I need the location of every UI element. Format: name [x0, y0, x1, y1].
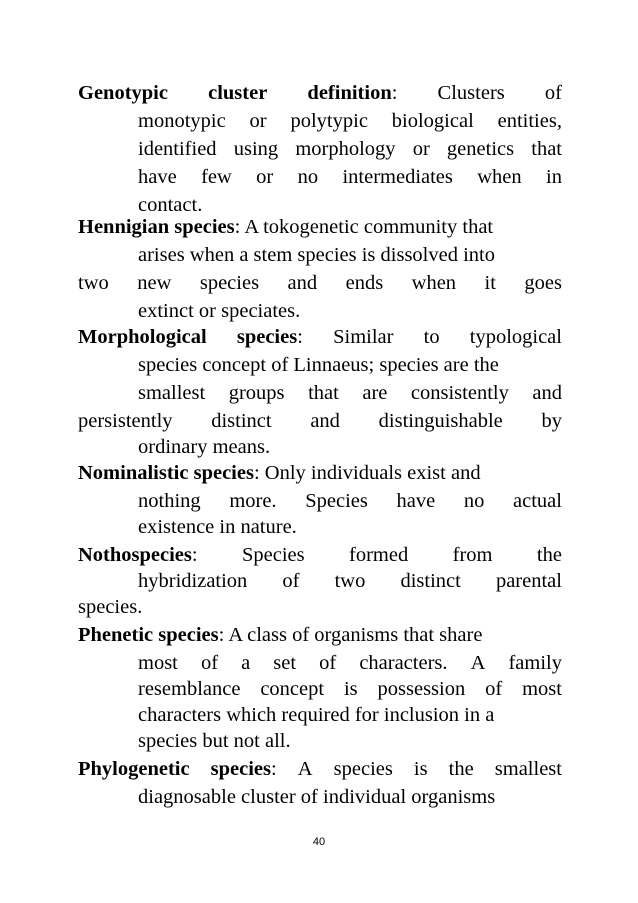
- word: are: [362, 382, 388, 404]
- word: entities,: [497, 110, 562, 132]
- word-from: from: [452, 544, 493, 566]
- word: consistently: [410, 382, 509, 404]
- term-phylogenetic-1: Phylogenetic: [78, 758, 190, 780]
- word: hybridization: [138, 570, 248, 592]
- word: persistently: [78, 410, 173, 432]
- page-number: 40: [312, 836, 326, 848]
- word: when: [411, 272, 457, 294]
- word: set: [273, 652, 297, 674]
- definition-line: [138, 136, 562, 162]
- word: or: [256, 166, 274, 188]
- definition-line: [138, 650, 562, 676]
- term-phylogenetic-2: species:: [210, 758, 277, 780]
- word: characters.: [359, 652, 448, 674]
- word: most: [138, 652, 178, 674]
- word: possession: [377, 678, 466, 700]
- word: ends: [345, 272, 384, 294]
- definition-line: species.: [78, 596, 143, 618]
- word: morphology: [295, 138, 396, 160]
- term-hennigian-species: Hennigian species: [78, 216, 235, 238]
- definition-line: [138, 488, 562, 514]
- definition-line: contact.: [138, 194, 203, 216]
- definition-line: characters which required for inclusion in a: [138, 704, 495, 726]
- word: biological: [391, 110, 474, 132]
- word-of: of: [544, 82, 562, 104]
- word: actual: [513, 490, 562, 512]
- entry-phenetic-species: [78, 622, 482, 648]
- word: A: [470, 652, 486, 674]
- word: of: [319, 652, 337, 674]
- definition-line: [138, 568, 562, 594]
- word: monotypic: [138, 110, 226, 132]
- word: groups: [228, 382, 285, 404]
- word: and: [287, 272, 318, 294]
- definition-first-line: : A tokogenetic community that: [234, 216, 494, 238]
- word: it: [484, 272, 496, 294]
- word-is: is: [413, 758, 428, 780]
- word: Species: [305, 490, 368, 512]
- word: using: [233, 138, 279, 160]
- word-to: to: [423, 326, 440, 348]
- word: in: [546, 166, 562, 188]
- word-the: the: [536, 544, 562, 566]
- word: distinct: [400, 570, 461, 592]
- word: and: [532, 382, 562, 404]
- word: no: [463, 490, 485, 512]
- definition-line: [138, 164, 562, 190]
- word: most: [522, 678, 562, 700]
- word: two: [78, 272, 109, 294]
- word-a: A: [297, 758, 313, 780]
- word: or: [412, 138, 430, 160]
- term-nothospecies: Nothospecies:: [78, 544, 198, 566]
- term-morphological-2: species:: [236, 326, 303, 348]
- word: no: [297, 166, 319, 188]
- definition-line: species concept of Linnaeus; species are the: [138, 354, 499, 376]
- word: species: [199, 272, 260, 294]
- term-genotypic-cluster-2: cluster: [208, 82, 268, 104]
- definition-line: extinct or speciates.: [138, 300, 301, 322]
- term-genotypic-cluster-1: Genotypic: [78, 82, 168, 104]
- word: a: [241, 652, 251, 674]
- word: distinguishable: [378, 410, 503, 432]
- word-smallest: smallest: [494, 758, 562, 780]
- term-genotypic-cluster-3: definition:: [307, 82, 398, 104]
- word: family: [508, 652, 562, 674]
- word: new: [137, 272, 172, 294]
- word: identified: [138, 138, 217, 160]
- word: or: [249, 110, 267, 132]
- definition-first-line: : A class of organisms that share: [218, 624, 483, 646]
- word: two: [334, 570, 366, 592]
- word: of: [485, 678, 503, 700]
- word-similar: Similar: [333, 326, 394, 348]
- entry-nominalistic-species: [78, 460, 481, 486]
- entry-morphological-species: [78, 324, 562, 350]
- word: goes: [524, 272, 562, 294]
- definition-line: [138, 380, 562, 406]
- definition-line: ordinary means.: [138, 436, 271, 458]
- word: distinct: [211, 410, 272, 432]
- word: is: [343, 678, 358, 700]
- definition-line: [138, 676, 562, 702]
- word: smallest: [138, 382, 206, 404]
- entry-hennigian-species: [78, 214, 493, 240]
- term-phenetic-species: Phenetic species: [78, 624, 219, 646]
- definition-line: [78, 270, 562, 296]
- word: by: [541, 410, 562, 432]
- definition-line: species but not all.: [138, 730, 291, 752]
- word: have: [138, 166, 177, 188]
- word-species: Species: [242, 544, 305, 566]
- word-the: the: [448, 758, 474, 780]
- word: polytypic: [290, 110, 368, 132]
- definition-line: [138, 108, 562, 134]
- definition-line: diagnosable cluster of individual organisms: [138, 786, 496, 808]
- word: of: [200, 652, 219, 674]
- word: that: [531, 138, 562, 160]
- word-typological: typological: [469, 326, 562, 348]
- word: concept: [260, 678, 325, 700]
- word: when: [477, 166, 522, 188]
- entry-genotypic-cluster: [78, 80, 562, 106]
- word: have: [396, 490, 436, 512]
- word: and: [310, 410, 340, 432]
- word: that: [308, 382, 339, 404]
- word: nothing: [138, 490, 201, 512]
- definition-line: arises when a stem species is dissolved into: [138, 244, 495, 266]
- definition-first-line: : Only individuals exist and: [253, 462, 481, 484]
- word: resemblance: [138, 678, 241, 700]
- entry-nothospecies: [78, 542, 562, 568]
- word-clusters: Clusters: [437, 82, 505, 104]
- definition-line: existence in nature.: [138, 516, 297, 538]
- word: intermediates: [342, 166, 453, 188]
- word: genetics: [446, 138, 515, 160]
- word: parental: [495, 570, 562, 592]
- word: few: [201, 166, 232, 188]
- term-morphological-1: Morphological: [78, 326, 207, 348]
- entry-phylogenetic-species: [78, 756, 562, 782]
- word-formed: formed: [349, 544, 409, 566]
- word: of: [282, 570, 300, 592]
- term-nominalistic-species: Nominalistic species: [78, 462, 254, 484]
- definition-line: [78, 408, 562, 434]
- word-species: species: [333, 758, 393, 780]
- word: more.: [229, 490, 277, 512]
